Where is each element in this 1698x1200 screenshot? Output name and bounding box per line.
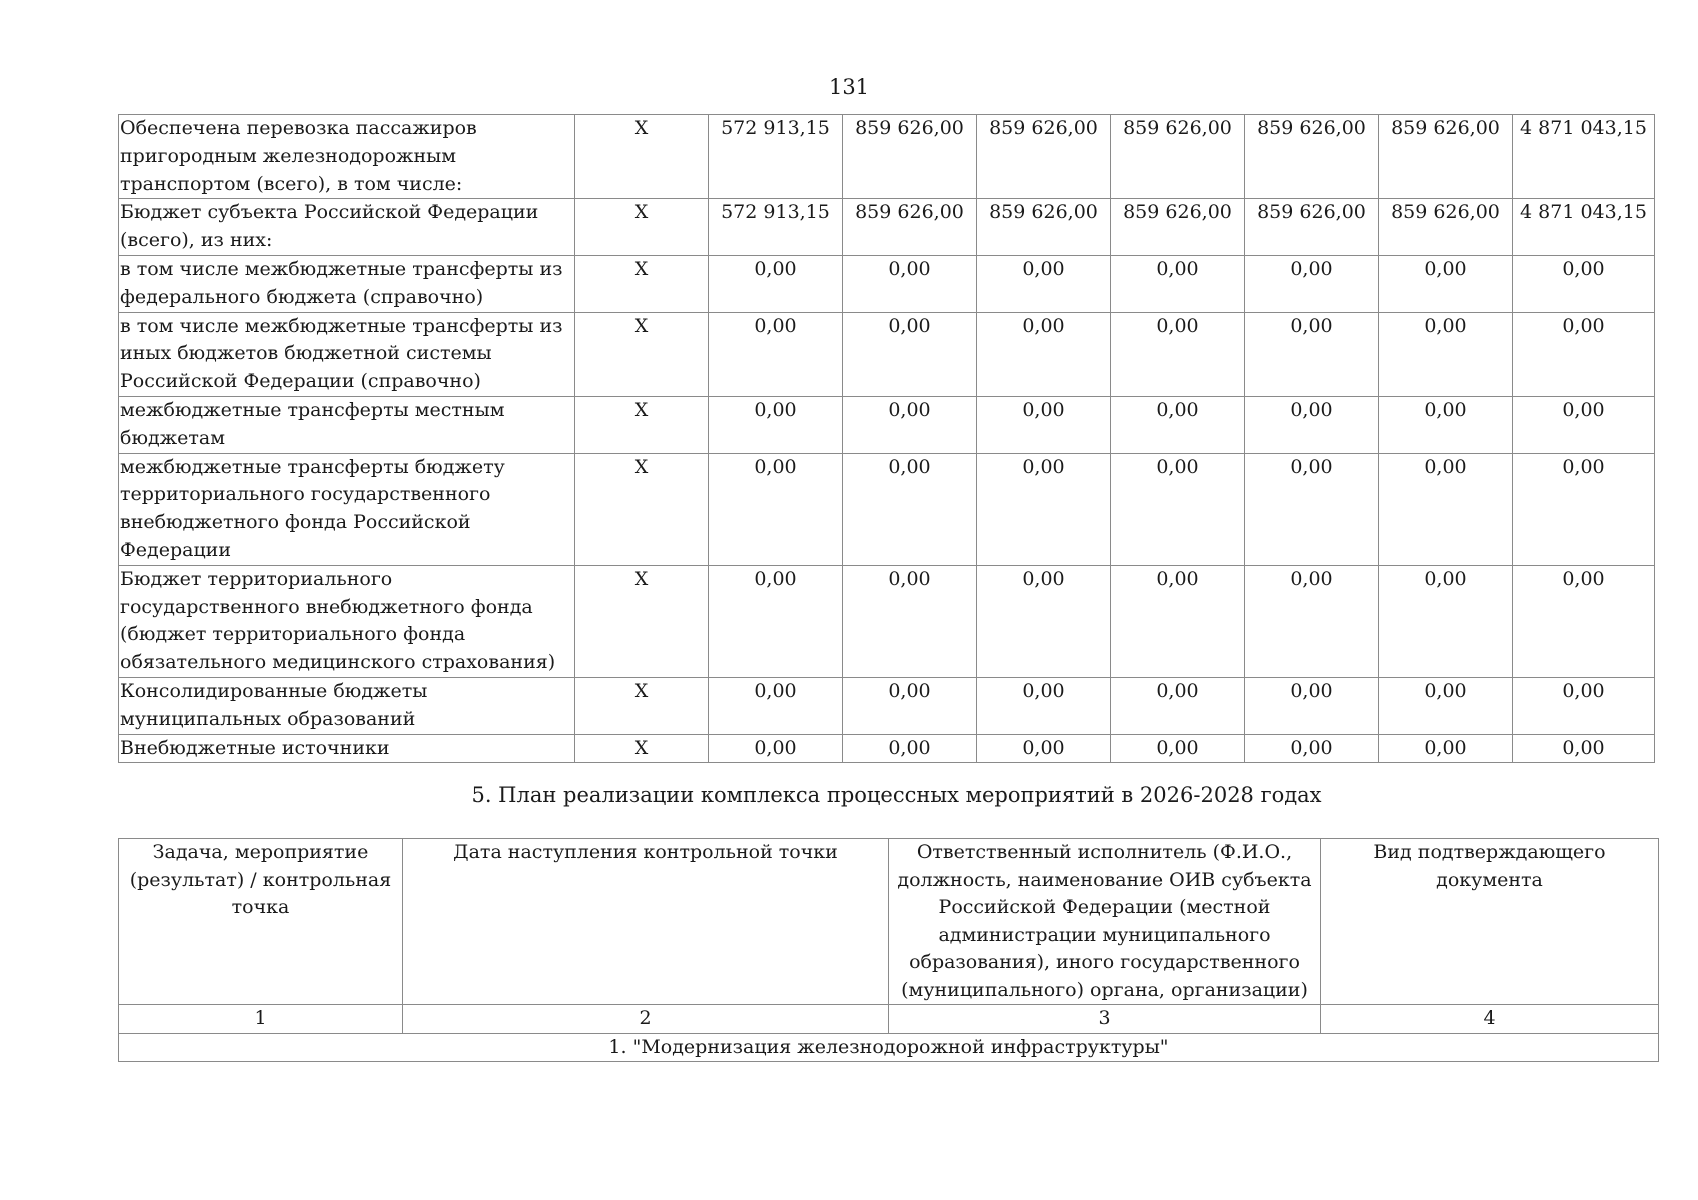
- plan-task-row: [119, 1033, 1659, 1062]
- financing-x-mark: X: [575, 396, 709, 453]
- plan-column-number: 4: [1321, 1005, 1659, 1034]
- plan-table: [118, 838, 1659, 1062]
- financing-amount: 0,00: [1513, 396, 1655, 453]
- financing-row: [119, 312, 1655, 396]
- financing-amount: 859 626,00: [977, 115, 1111, 199]
- section-title: 5. План реализации комплекса процессных мероприятий в 2026-2028 годах: [471, 783, 1322, 807]
- financing-amount: 0,00: [1379, 255, 1513, 312]
- plan-header-executor: Ответственный исполнитель (Ф.И.О., должность, наименование ОИВ субъекта Российской Федерации (местной администрации муниципального образования), иного государственного (муниципального) органа, организации): [889, 839, 1321, 1005]
- plan-column-number: 1: [119, 1005, 403, 1034]
- financing-amount: 0,00: [843, 396, 977, 453]
- financing-x-mark: X: [575, 312, 709, 396]
- financing-amount: 0,00: [709, 396, 843, 453]
- financing-amount: 0,00: [709, 734, 843, 763]
- financing-amount: 859 626,00: [1111, 199, 1245, 256]
- financing-amount: 0,00: [1379, 677, 1513, 734]
- financing-amount: 0,00: [977, 312, 1111, 396]
- financing-row: [119, 734, 1655, 763]
- financing-amount: 0,00: [843, 677, 977, 734]
- financing-x-mark: X: [575, 453, 709, 565]
- financing-amount: 859 626,00: [1245, 115, 1379, 199]
- financing-amount: 0,00: [1379, 565, 1513, 677]
- financing-row: [119, 565, 1655, 677]
- financing-x-mark: X: [575, 565, 709, 677]
- financing-source-name: в том числе межбюджетные трансферты из иных бюджетов бюджетной системы Российской Федерации (справочно): [119, 312, 575, 396]
- financing-x-mark: X: [575, 677, 709, 734]
- financing-amount: 0,00: [1111, 677, 1245, 734]
- financing-amount: 0,00: [1379, 453, 1513, 565]
- financing-amount: 0,00: [1513, 255, 1655, 312]
- financing-amount: 0,00: [1379, 312, 1513, 396]
- financing-amount: 0,00: [1245, 565, 1379, 677]
- financing-amount: 0,00: [709, 312, 843, 396]
- financing-amount: 859 626,00: [1245, 199, 1379, 256]
- financing-table: [118, 114, 1655, 763]
- financing-amount: 0,00: [1513, 453, 1655, 565]
- financing-amount: 0,00: [1245, 453, 1379, 565]
- financing-amount: 0,00: [1111, 565, 1245, 677]
- financing-amount: 0,00: [843, 565, 977, 677]
- financing-amount: 859 626,00: [843, 115, 977, 199]
- plan-header-date: Дата наступления контрольной точки: [403, 839, 889, 1005]
- financing-amount: 4 871 043,15: [1513, 115, 1655, 199]
- financing-amount: 859 626,00: [1111, 115, 1245, 199]
- financing-amount: 572 913,15: [709, 115, 843, 199]
- financing-amount: 0,00: [977, 734, 1111, 763]
- financing-amount: 0,00: [843, 312, 977, 396]
- financing-amount: 0,00: [977, 396, 1111, 453]
- plan-column-number-row: [119, 1005, 1659, 1034]
- financing-amount: 859 626,00: [1379, 115, 1513, 199]
- financing-amount: 0,00: [1513, 565, 1655, 677]
- financing-amount: 0,00: [1111, 396, 1245, 453]
- financing-amount: 0,00: [977, 677, 1111, 734]
- financing-amount: 4 871 043,15: [1513, 199, 1655, 256]
- financing-amount: 0,00: [709, 255, 843, 312]
- financing-source-name: Бюджет территориального государственного внебюджетного фонда (бюджет территориального фонда обязательного медицинского страхования): [119, 565, 575, 677]
- financing-row: [119, 115, 1655, 199]
- financing-amount: 0,00: [1513, 734, 1655, 763]
- plan-task-title: 1. "Модернизация железнодорожной инфраструктуры": [119, 1033, 1659, 1062]
- financing-amount: 0,00: [1379, 734, 1513, 763]
- financing-row: [119, 255, 1655, 312]
- financing-source-name: в том числе межбюджетные трансферты из федерального бюджета (справочно): [119, 255, 575, 312]
- financing-amount: 0,00: [1111, 734, 1245, 763]
- financing-amount: 0,00: [977, 255, 1111, 312]
- financing-amount: 0,00: [1245, 255, 1379, 312]
- financing-amount: 0,00: [1111, 312, 1245, 396]
- financing-amount: 0,00: [709, 453, 843, 565]
- financing-row: [119, 396, 1655, 453]
- financing-amount: 859 626,00: [977, 199, 1111, 256]
- financing-amount: 0,00: [843, 255, 977, 312]
- page-number: 131: [828, 75, 870, 99]
- financing-amount: 0,00: [977, 453, 1111, 565]
- financing-source-name: межбюджетные трансферты бюджету территориального государственного внебюджетного фонда Российской Федерации: [119, 453, 575, 565]
- financing-amount: 0,00: [1245, 396, 1379, 453]
- financing-amount: 0,00: [1111, 255, 1245, 312]
- financing-amount: 0,00: [1245, 677, 1379, 734]
- financing-amount: 859 626,00: [1379, 199, 1513, 256]
- plan-header-task: Задача, мероприятие (результат) / контрольная точка: [119, 839, 403, 1005]
- financing-source-name: Бюджет субъекта Российской Федерации (всего), из них:: [119, 199, 575, 256]
- financing-amount: 0,00: [977, 565, 1111, 677]
- financing-amount: 0,00: [1513, 312, 1655, 396]
- financing-row: [119, 677, 1655, 734]
- financing-amount: 859 626,00: [843, 199, 977, 256]
- financing-source-name: Внебюджетные источники: [119, 734, 575, 763]
- financing-amount: 0,00: [709, 677, 843, 734]
- financing-x-mark: X: [575, 115, 709, 199]
- financing-amount: 0,00: [1513, 677, 1655, 734]
- plan-header-row: [119, 839, 1659, 1005]
- plan-column-number: 3: [889, 1005, 1321, 1034]
- plan-column-number: 2: [403, 1005, 889, 1034]
- financing-amount: 0,00: [1245, 734, 1379, 763]
- financing-amount: 0,00: [709, 565, 843, 677]
- financing-source-name: Обеспечена перевозка пассажиров пригородным железнодорожным транспортом (всего), в том числе:: [119, 115, 575, 199]
- financing-x-mark: X: [575, 199, 709, 256]
- plan-header-document: Вид подтверждающего документа: [1321, 839, 1659, 1005]
- financing-source-name: Консолидированные бюджеты муниципальных образований: [119, 677, 575, 734]
- financing-amount: 0,00: [843, 734, 977, 763]
- financing-amount: 0,00: [1111, 453, 1245, 565]
- financing-row: [119, 453, 1655, 565]
- financing-amount: 0,00: [1379, 396, 1513, 453]
- financing-amount: 0,00: [1245, 312, 1379, 396]
- financing-x-mark: X: [575, 255, 709, 312]
- financing-amount: 0,00: [843, 453, 977, 565]
- financing-row: [119, 199, 1655, 256]
- financing-amount: 572 913,15: [709, 199, 843, 256]
- financing-x-mark: X: [575, 734, 709, 763]
- financing-source-name: межбюджетные трансферты местным бюджетам: [119, 396, 575, 453]
